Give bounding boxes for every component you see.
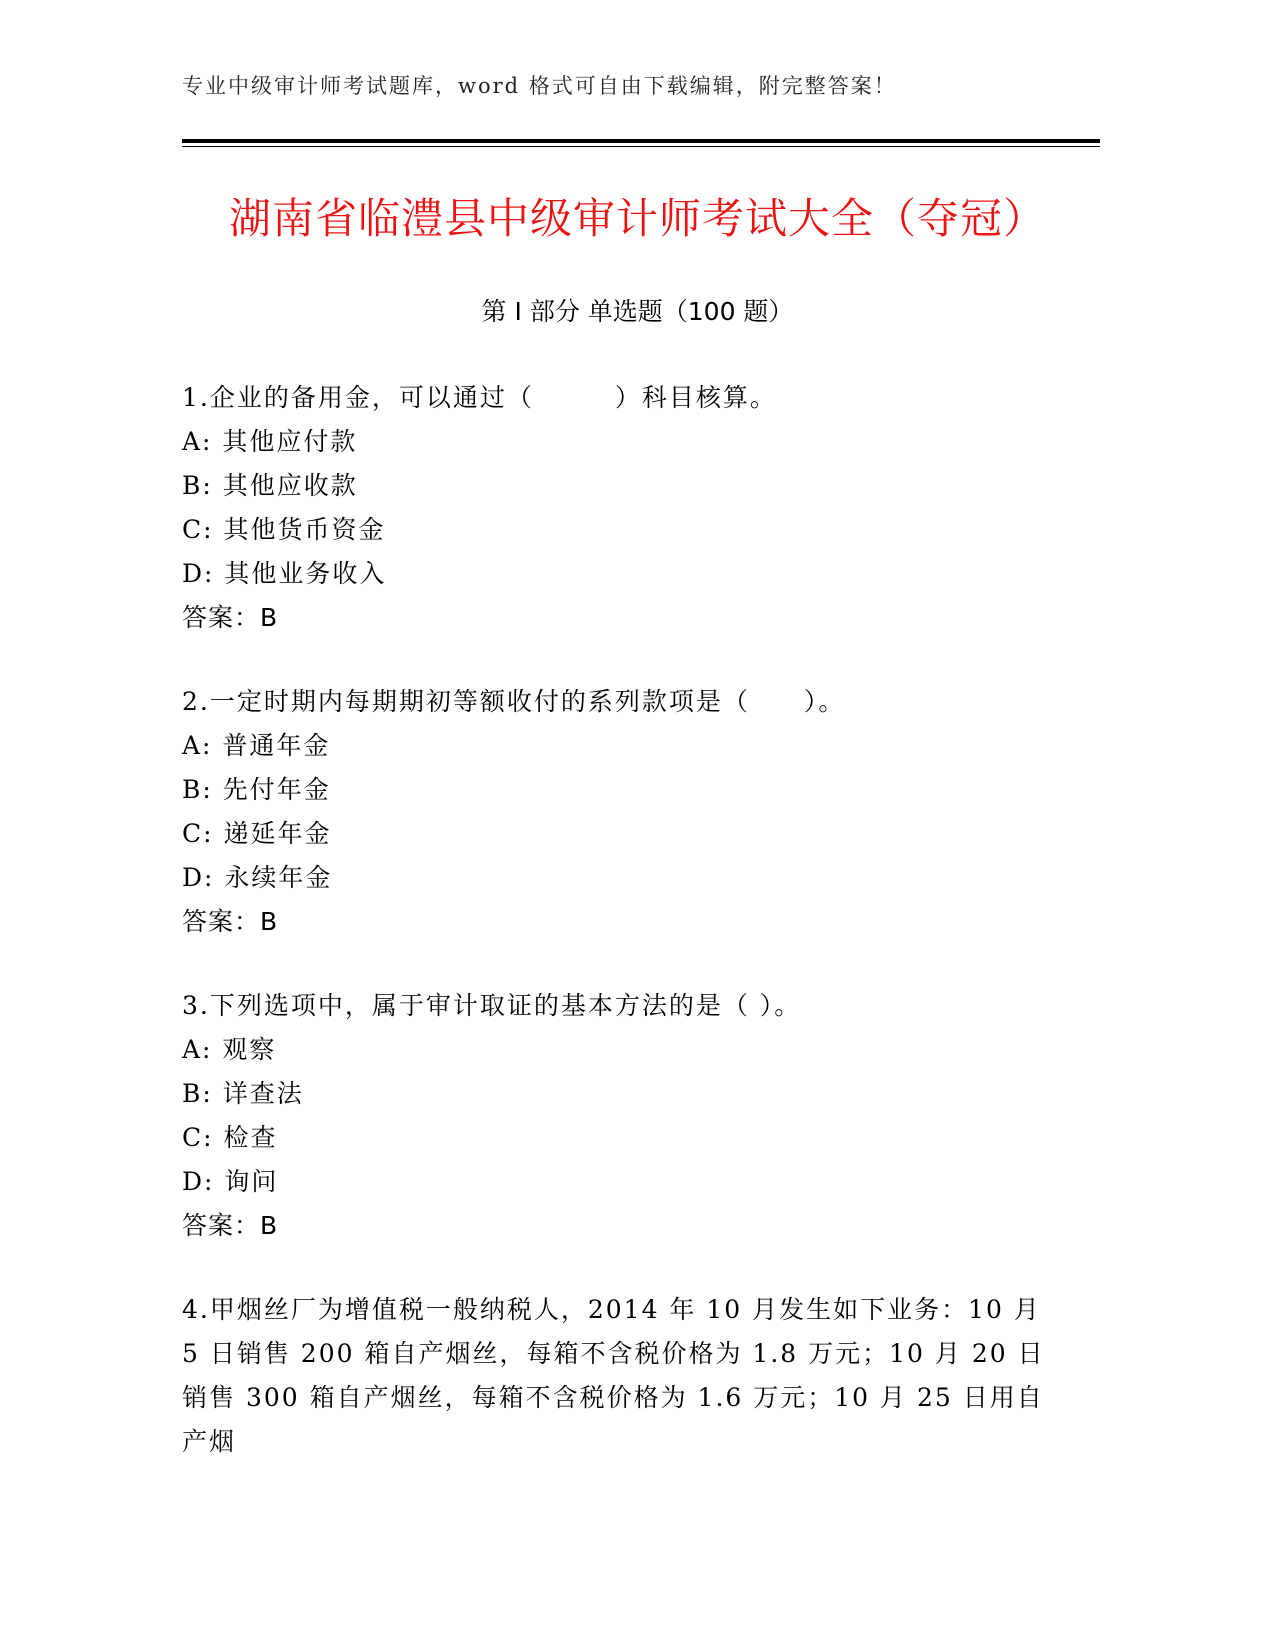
option-b: B: 详查法 <box>182 1079 304 1108</box>
option-a: A: 普通年金 <box>182 731 331 760</box>
answer: 答案：B <box>182 603 279 632</box>
answer: 答案：B <box>182 1211 279 1240</box>
option-c: C: 递延年金 <box>182 819 332 848</box>
option-a: A: 其他应付款 <box>182 427 358 456</box>
question-stem: 3.下列选项中，属于审计取证的基本方法的是（ ）。 <box>182 991 802 1020</box>
document-title: 湖南省临澧县中级审计师考试大全（夺冠） <box>228 194 1046 243</box>
question-stem: 2.一定时期内每期期初等额收付的系列款项是（ ）。 <box>182 687 846 716</box>
question-list <box>182 376 1062 1504</box>
answer: 答案：B <box>182 907 279 936</box>
header-rule-thin <box>182 146 1100 147</box>
option-c: C: 检查 <box>182 1123 278 1152</box>
page-header: 专业中级审计师考试题库，word 格式可自由下载编辑，附完整答案！ <box>182 74 897 98</box>
question-4 <box>182 1288 1062 1464</box>
section-title: 第 I 部分 单选题（100 题） <box>481 297 794 326</box>
option-c: C: 其他货币资金 <box>182 515 386 544</box>
option-b: B: 先付年金 <box>182 775 331 804</box>
option-d: D: 永续年金 <box>182 863 333 892</box>
question-2 <box>182 680 1062 944</box>
option-d: D: 其他业务收入 <box>182 559 387 588</box>
option-b: B: 其他应收款 <box>182 471 358 500</box>
question-stem: 1.企业的备用金，可以通过（ ）科目核算。 <box>182 383 777 412</box>
header-rule-thick <box>182 139 1100 143</box>
question-stem: 4.甲烟丝厂为增值税一般纳税人，2014 年 10 月发生如下业务：10 月 5 日销售 200 箱自产烟丝，每箱不含税价格为 1.8 万元；10 月 20 日销售 300 箱自产烟丝，每箱不含税价格为 1.6 万元；10 月 25 日用自产烟 <box>182 1295 1045 1456</box>
question-1 <box>182 376 1062 640</box>
option-a: A: 观察 <box>182 1035 277 1064</box>
option-d: D: 询问 <box>182 1167 279 1196</box>
question-3 <box>182 984 1062 1248</box>
